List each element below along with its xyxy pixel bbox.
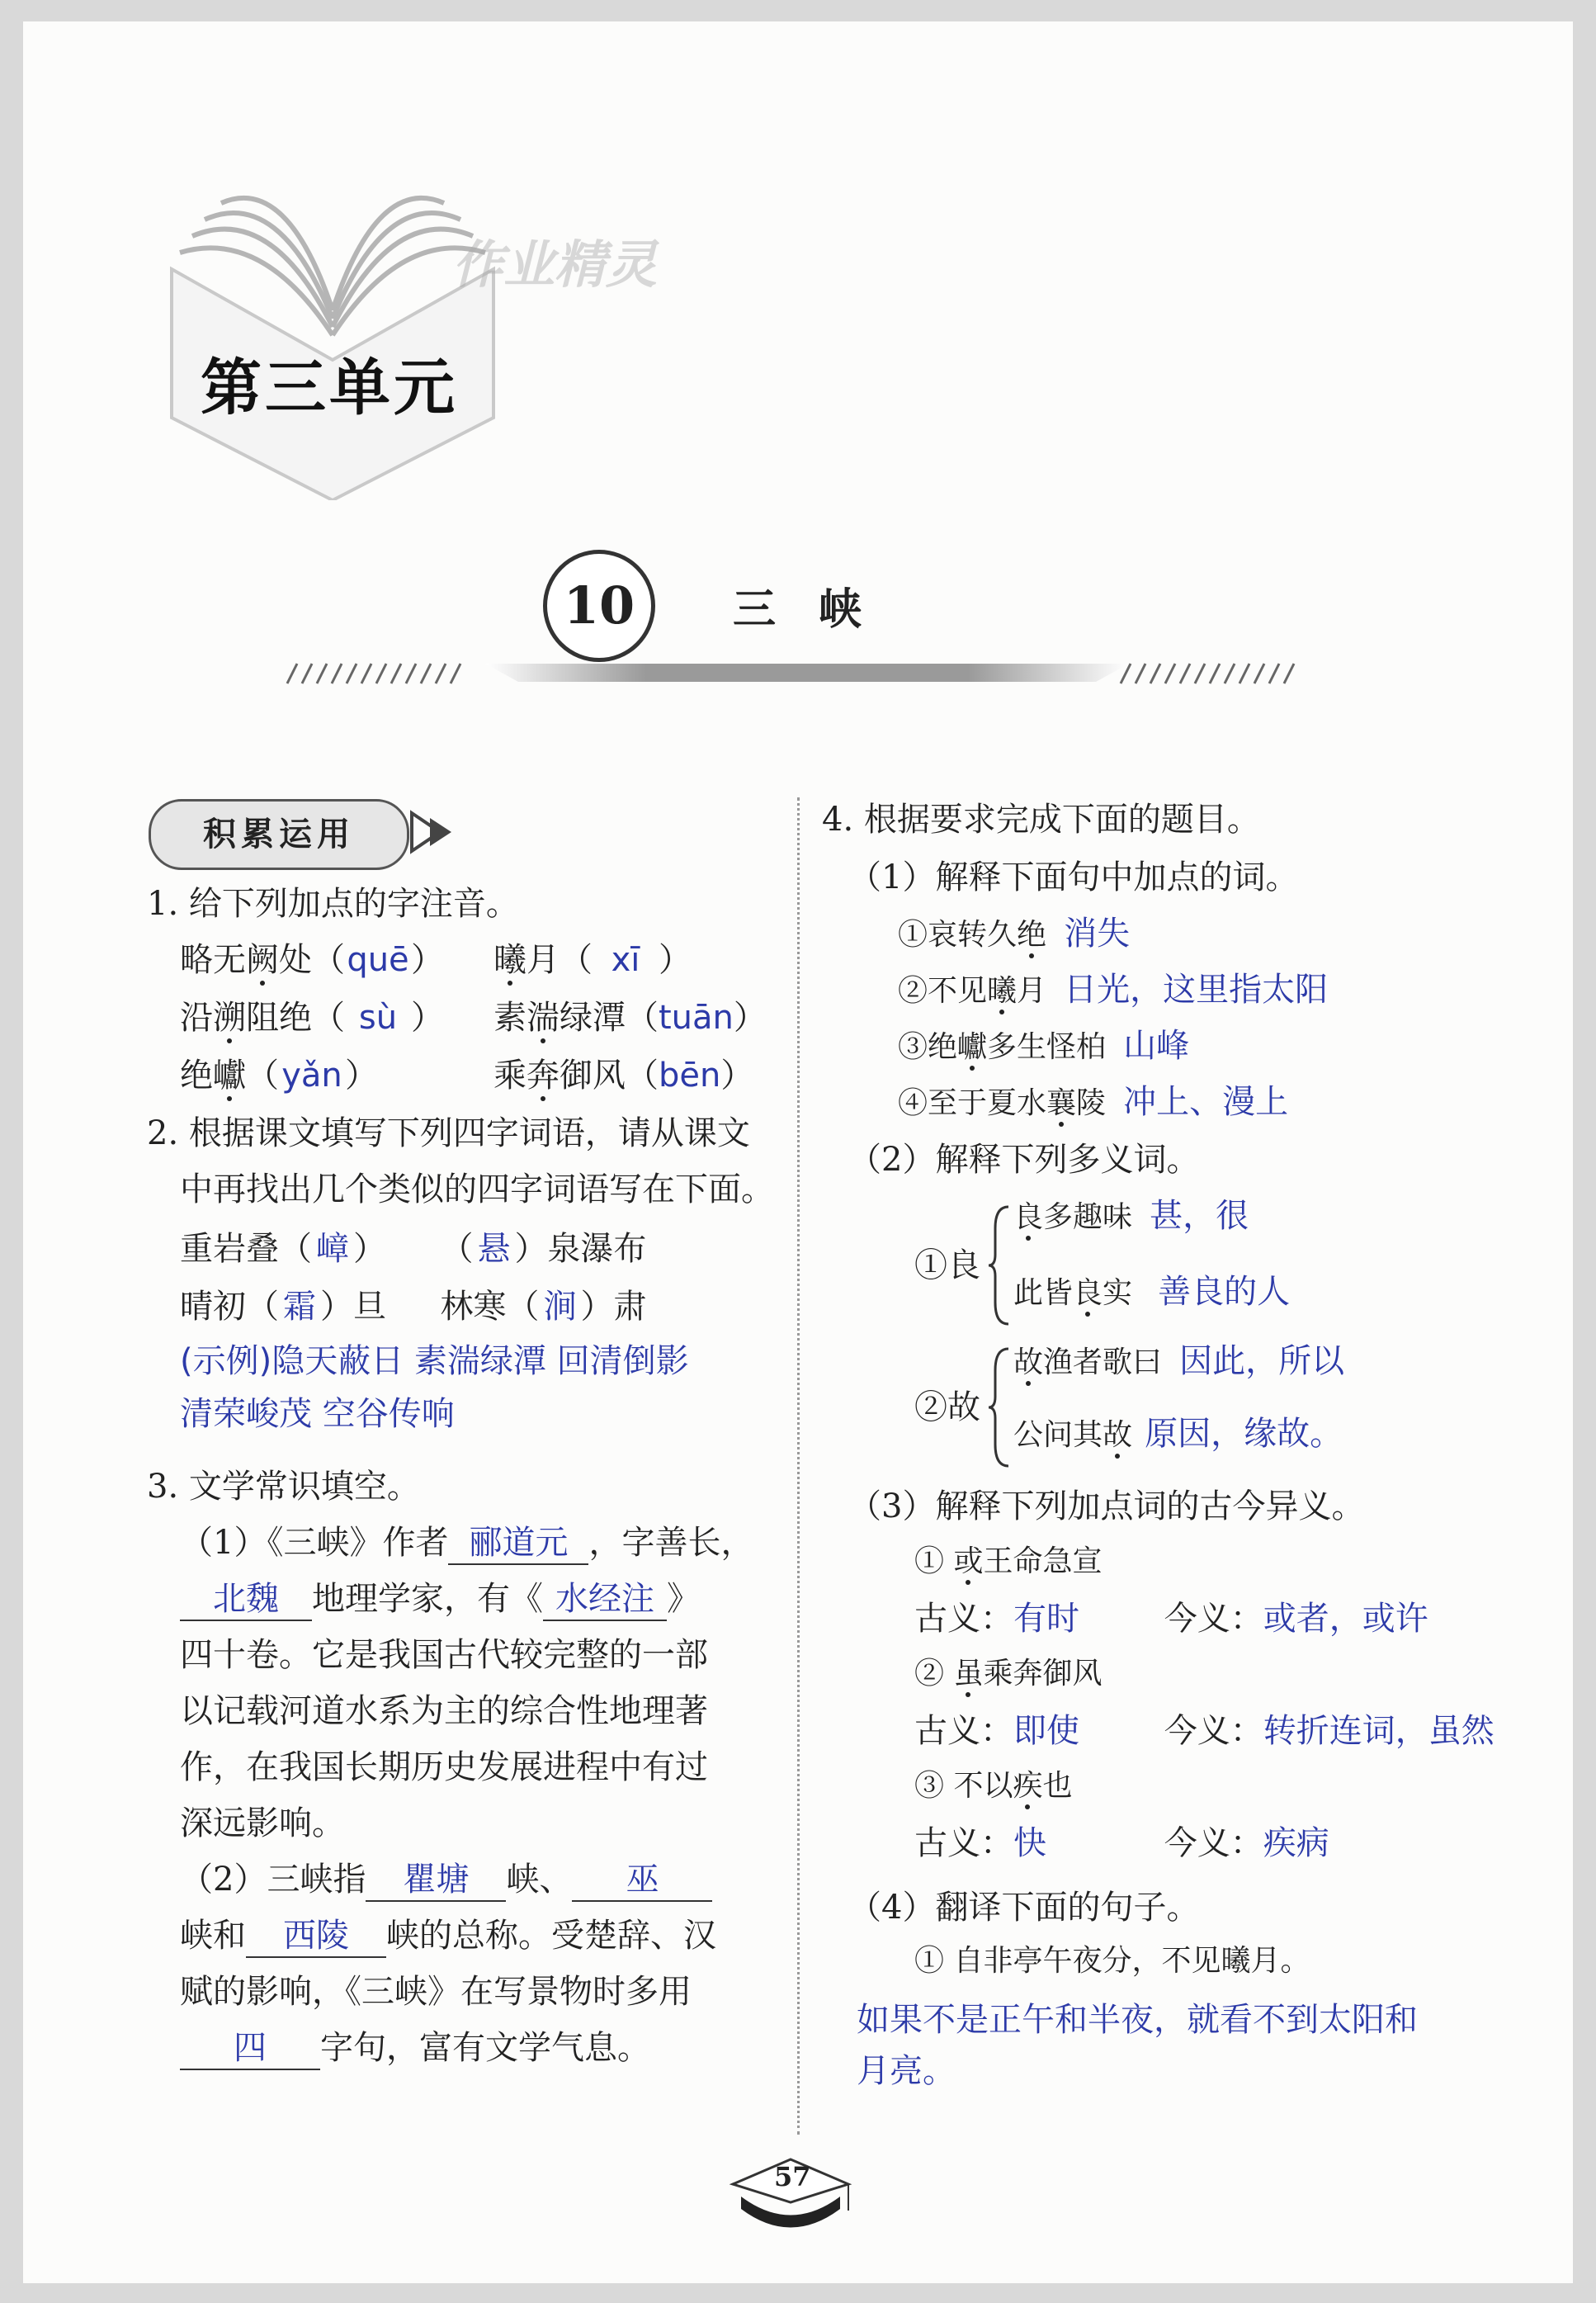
unit-book-graphic (147, 170, 543, 500)
answer: tuān (659, 999, 734, 1037)
q1-item-1: 略无阙处（quē） (180, 938, 444, 982)
lesson-title: 三 峡 (733, 585, 862, 635)
q1-item-4: 素湍绿潭（tuān） (493, 995, 767, 1040)
q4-s4-answer-line2: 月亮。 (857, 2052, 956, 2090)
q1-item-5: 绝巘（yǎn） (180, 1053, 378, 1098)
q2-row-1: 重岩叠（ 嶂 ） （ 悬 ）泉瀑布 (180, 1230, 647, 1268)
q4-s1-item-1: ①哀转久绝 消失 (898, 915, 1131, 953)
q4-s3-meaning-1: 古义：有时 今义：或者，或许 (914, 1600, 1428, 1638)
q4-s2-g1-item-1: 良多趣味 甚，很 (1013, 1197, 1249, 1235)
q3-p1-line2: 北魏 地理学家，有《 水经注 》 (180, 1577, 700, 1621)
lesson-number-circle (543, 550, 655, 662)
q3-p1-line4: 以记载河道水系为主的综合性地理著 (180, 1692, 708, 1730)
q4-s2-g2-item-1: 故渔者歌曰 因此，所以 (1013, 1342, 1345, 1380)
section-label-box (149, 799, 409, 870)
page-number: 57 (774, 2161, 811, 2192)
q4-s1-item-4: ④至于夏水襄陵 冲上、漫上 (898, 1083, 1289, 1121)
unit-title: 第三单元 (201, 352, 458, 423)
answer: sù (358, 999, 398, 1037)
q3-p2-line3: 赋的影响，《三峡》在写景物时多用 (180, 1973, 692, 2011)
q3-p2-line2: 峡和 西陵 峡的总称。受楚辞、汉 (180, 1913, 716, 1958)
workbook-page (23, 21, 1573, 2283)
q1-item-2: 曦月（ xī ） (493, 938, 692, 982)
q3-p1-line3: 四十卷。它是我国古代较完整的一部 (180, 1636, 708, 1674)
q1-prompt: 1. 给下列加点的字注音。 (147, 885, 519, 923)
q3-p2-line1: （2）三峡指 瞿塘 峡、 巫 (180, 1857, 712, 1902)
q4-s4-sentence: ① 自非亭午夜分，不见曦月。 (914, 1944, 1310, 1978)
q3-p1-line1: （1）《三峡》作者 郦道元 ，字善长， (180, 1520, 753, 1565)
q3-prompt: 3. 文学常识填空。 (147, 1468, 420, 1506)
q2-prompt-line1: 2. 根据课文填写下列四字词语，请从课文 (147, 1114, 750, 1152)
q1-item-3: 沿溯阻绝（ sù ） (180, 995, 444, 1040)
q4-s3-meaning-3: 古义：快 今义：疾病 (914, 1824, 1329, 1862)
q4-s4-heading: （4）翻译下面的句子。 (848, 1889, 1200, 1927)
q4-s3-item-2: ② 虽乘奔御风 (914, 1657, 1103, 1691)
section-label: 积累运用 (203, 816, 355, 854)
q4-s1-item-3: ③绝巘多生怪柏 山峰 (898, 1027, 1190, 1065)
q4-s2-g1-item-2: 此皆良实 善良的人 (1013, 1273, 1291, 1311)
lesson-number: 10 (563, 575, 635, 636)
q4-s3-heading: （3）解释下列加点词的古今异义。 (848, 1487, 1365, 1525)
q4-s1-item-2: ②不见曦月 日光，这里指太阳 (898, 971, 1329, 1009)
q2-prompt-line2: 中再找出几个类似的四字词语写在下面。 (180, 1170, 774, 1208)
answer: yǎn (281, 1057, 342, 1095)
q4-s2-word-2: ②故 (914, 1388, 980, 1426)
answer: quē (347, 941, 409, 979)
q2-row-2: 晴初（ 霜 ）旦 林寒（ 涧 ）肃 (180, 1288, 647, 1326)
q3-p1-line6: 深远影响。 (180, 1804, 345, 1842)
lesson-header-band (271, 657, 1310, 690)
watermark: 作业精灵 (452, 234, 658, 295)
q1-item-6: 乘奔御风（bēn） (493, 1053, 753, 1098)
q4-prompt: 4. 根据要求完成下面的题目。 (822, 801, 1260, 839)
column-divider (797, 797, 800, 2135)
answer: xī (611, 941, 640, 979)
q3-p2-line4: 四 字句，富有文学气息。 (180, 2026, 650, 2070)
brace-icon (987, 1204, 1012, 1331)
q3-p1-line5: 作，在我国长期历史发展进程中有过 (180, 1748, 708, 1786)
q4-s3-item-1: ① 或王命急宣 (914, 1544, 1103, 1578)
q4-s2-heading: （2）解释下列多义词。 (848, 1141, 1200, 1179)
q2-answer-line2: 清荣峻茂 空谷传响 (180, 1395, 455, 1433)
section-arrow-icon (407, 810, 465, 858)
q4-s2-g2-item-2: 公问其故 原因，缘故。 (1013, 1415, 1343, 1453)
brace-icon (987, 1345, 1012, 1473)
q4-s2-word-1: ①良 (914, 1246, 980, 1284)
q2-answer-line1: (示例)隐天蔽日 素湍绿潭 回清倒影 (180, 1342, 689, 1380)
q4-s1-heading: （1）解释下面句中加点的词。 (848, 858, 1299, 896)
open-book-icon (147, 170, 543, 500)
q4-s4-answer-line1: 如果不是正午和半夜，就看不到太阳和 (857, 2001, 1418, 2039)
answer: bēn (659, 1057, 721, 1095)
q4-s3-meaning-2: 古义：即使 今义：转折连词，虽然 (914, 1712, 1494, 1750)
q4-s3-item-3: ③ 不以疾也 (914, 1769, 1073, 1803)
